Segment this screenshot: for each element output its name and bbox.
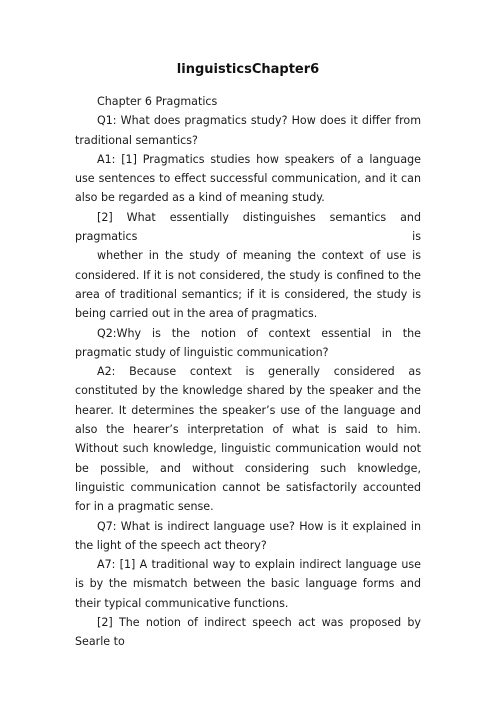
answer-paragraph: A1: [1] Pragmatics studies how speakers of a language use sentences to effect successful communication, and it can also be regarded as a kind of meaning study. (75, 152, 421, 205)
answer-paragraph: [2] The notion of indirect speech act was proposed by Searle to (75, 616, 421, 649)
answer-paragraph: [2] What essentially distinguishes semantics and pragmatics is (75, 210, 421, 244)
question-paragraph: Q1: What does pragmatics study? How does it differ from traditional semantics? (75, 114, 421, 147)
answer-paragraph: A2: Because context is generally considered as constituted by the knowledge shared by the speaker and the hearer. It determines the speaker’s use of the language and also the hearer’s interpretation of what is said to him. Without such knowledge, linguistic communication would not be possible, and without considering such knowledge, linguistic communication cannot be satisfactorily accounted for in a pragmatic sense. (75, 365, 421, 514)
question-paragraph: Q2:Why is the notion of context essential in the pragmatic study of linguistic communication? (75, 326, 421, 359)
answer-paragraph: whether in the study of meaning the context of use is considered. If it is not considered, the study is confined to the area of traditional semantics; if it is considered, the study is being carried out in the area of pragmatics. (75, 249, 421, 321)
document-title: linguisticsChapter6 (176, 62, 320, 77)
document-body (75, 92, 421, 652)
question-paragraph: Q7: What is indirect language use? How is it explained in the light of the speech act theory? (75, 519, 421, 552)
answer-paragraph: A7: [1] A traditional way to explain indirect language use is by the mismatch between the basic language forms and their typical communicative functions. (75, 558, 421, 610)
chapter-heading: Chapter 6 Pragmatics (97, 95, 218, 108)
